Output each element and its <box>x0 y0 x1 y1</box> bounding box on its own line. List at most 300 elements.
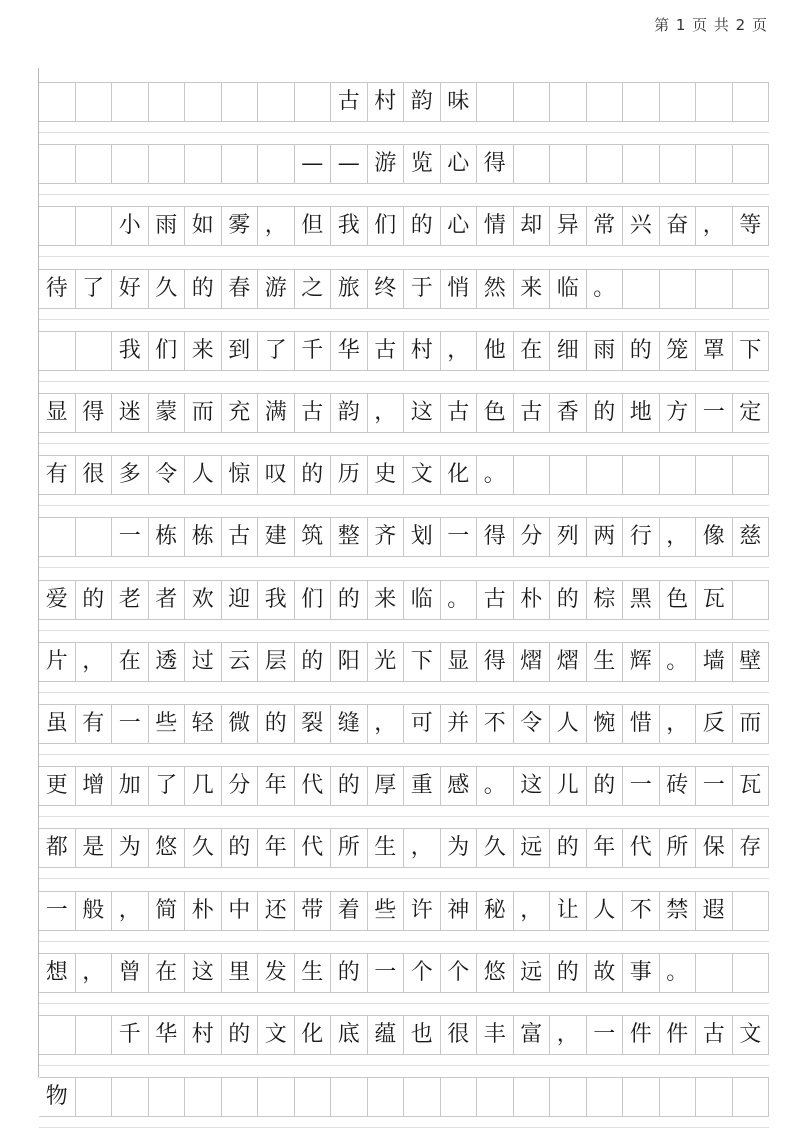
grid-cell <box>733 83 770 121</box>
grid-cell <box>660 456 697 494</box>
grid-cell: 古 <box>331 83 368 121</box>
grid-cell <box>696 954 733 992</box>
grid-cell: 的 <box>258 705 295 743</box>
grid-cell: 瓦 <box>696 581 733 619</box>
grid-cell: 千 <box>295 332 332 370</box>
grid-cell: ， <box>514 892 551 930</box>
grid-row <box>39 704 769 744</box>
grid-cell <box>76 518 113 556</box>
grid-cell <box>39 1016 76 1054</box>
grid-cell: ， <box>660 518 697 556</box>
row-gap-line <box>39 319 769 320</box>
grid-cell: 古 <box>441 394 478 432</box>
grid-cell: 些 <box>149 705 186 743</box>
grid-cell: 神 <box>441 892 478 930</box>
grid-cell: 蒙 <box>149 394 186 432</box>
grid-cell: 丰 <box>477 1016 514 1054</box>
grid-cell <box>587 145 624 183</box>
grid-cell: ， <box>441 332 478 370</box>
grid-cell: 也 <box>404 1016 441 1054</box>
grid-cell: 熠 <box>550 643 587 681</box>
grid-cell <box>696 270 733 308</box>
grid-cell: 故 <box>587 954 624 992</box>
grid-cell <box>623 270 660 308</box>
grid-cell: 都 <box>39 829 76 867</box>
grid-row <box>39 206 769 246</box>
grid-cell <box>76 83 113 121</box>
grid-cell: 的 <box>587 767 624 805</box>
grid-cell: 远 <box>514 954 551 992</box>
grid-cell <box>112 1078 149 1116</box>
grid-cell: 春 <box>222 270 259 308</box>
grid-cell: 件 <box>660 1016 697 1054</box>
grid-cell: 件 <box>623 1016 660 1054</box>
grid-cell: 悠 <box>149 829 186 867</box>
grid-cell: 在 <box>112 643 149 681</box>
grid-cell: 的 <box>331 767 368 805</box>
grid-cell: 于 <box>404 270 441 308</box>
grid-cell: 不 <box>477 705 514 743</box>
grid-cell: 游 <box>368 145 405 183</box>
grid-cell: 有 <box>39 456 76 494</box>
grid-cell: 是 <box>76 829 113 867</box>
grid-cell: 黑 <box>623 581 660 619</box>
grid-cell: 个 <box>441 954 478 992</box>
grid-cell: 游 <box>258 270 295 308</box>
grid-cell: 加 <box>112 767 149 805</box>
grid-cell <box>733 145 770 183</box>
grid-row <box>39 580 769 620</box>
grid-cell: 层 <box>258 643 295 681</box>
grid-cell: 们 <box>149 332 186 370</box>
grid-cell: 迎 <box>222 581 259 619</box>
grid-cell: 常 <box>587 207 624 245</box>
grid-cell: 发 <box>258 954 295 992</box>
grid-cell: 一 <box>696 767 733 805</box>
grid-cell: 的 <box>331 954 368 992</box>
grid-cell: 定 <box>733 394 770 432</box>
grid-cell <box>696 456 733 494</box>
grid-cell: 但 <box>295 207 332 245</box>
grid-cell: 光 <box>368 643 405 681</box>
grid-cell: 雨 <box>149 207 186 245</box>
grid-cell: 底 <box>331 1016 368 1054</box>
grid-cell: 叹 <box>258 456 295 494</box>
grid-cell: 历 <box>331 456 368 494</box>
grid-cell: 让 <box>550 892 587 930</box>
grid-cell: 富 <box>514 1016 551 1054</box>
grid-cell: 了 <box>149 767 186 805</box>
grid-cell: 生 <box>295 954 332 992</box>
grid-cell: 却 <box>514 207 551 245</box>
grid-cell: 遐 <box>696 892 733 930</box>
grid-cell: 简 <box>149 892 186 930</box>
grid-cell: 栋 <box>149 518 186 556</box>
grid-cell: 的 <box>222 829 259 867</box>
grid-cell: 爱 <box>39 581 76 619</box>
grid-cell: 老 <box>112 581 149 619</box>
grid-cell: 许 <box>404 892 441 930</box>
grid-cell: 村 <box>368 83 405 121</box>
grid-cell: 心 <box>441 207 478 245</box>
grid-cell: 。 <box>660 643 697 681</box>
grid-cell: 满 <box>258 394 295 432</box>
row-gap-line <box>39 381 769 382</box>
grid-cell: 悄 <box>441 270 478 308</box>
grid-cell: 临 <box>404 581 441 619</box>
grid-cell: 年 <box>258 829 295 867</box>
grid-cell: 迷 <box>112 394 149 432</box>
row-gap-line <box>39 816 769 817</box>
grid-cell: 久 <box>149 270 186 308</box>
grid-cell: 在 <box>514 332 551 370</box>
grid-cell: 之 <box>295 270 332 308</box>
grid-cell: 得 <box>477 518 514 556</box>
grid-cell: 墙 <box>696 643 733 681</box>
grid-cell: 为 <box>441 829 478 867</box>
grid-cell: 我 <box>258 581 295 619</box>
grid-cell: 儿 <box>550 767 587 805</box>
grid-cell: 令 <box>514 705 551 743</box>
grid-cell: 一 <box>623 767 660 805</box>
grid-cell: 片 <box>39 643 76 681</box>
grid-cell: 我 <box>112 332 149 370</box>
grid-cell: 感 <box>441 767 478 805</box>
grid-cell: 筑 <box>295 518 332 556</box>
grid-cell: 他 <box>477 332 514 370</box>
grid-cell <box>623 456 660 494</box>
row-gap-line <box>39 692 769 693</box>
grid-cell: 存 <box>733 829 770 867</box>
grid-cell: 一 <box>39 892 76 930</box>
grid-cell <box>696 145 733 183</box>
grid-cell: 来 <box>514 270 551 308</box>
grid-cell <box>550 83 587 121</box>
grid-cell: 的 <box>295 456 332 494</box>
grid-cell: 心 <box>441 145 478 183</box>
grid-cell: ， <box>368 705 405 743</box>
grid-cell: 。 <box>587 270 624 308</box>
grid-cell: 如 <box>185 207 222 245</box>
grid-cell: 了 <box>258 332 295 370</box>
grid-cell <box>587 1078 624 1116</box>
grid-row <box>39 393 769 433</box>
grid-cell: 雨 <box>587 332 624 370</box>
grid-cell: 不 <box>623 892 660 930</box>
grid-cell <box>733 456 770 494</box>
grid-cell: 显 <box>441 643 478 681</box>
grid-cell: 秘 <box>477 892 514 930</box>
grid-cell: 待 <box>39 270 76 308</box>
grid-cell: 下 <box>404 643 441 681</box>
grid-cell: 到 <box>222 332 259 370</box>
grid-cell: 惜 <box>623 705 660 743</box>
grid-cell: 而 <box>185 394 222 432</box>
grid-cell <box>733 1078 770 1116</box>
grid-cell: 的 <box>623 332 660 370</box>
grid-cell: 们 <box>295 581 332 619</box>
grid-cell: ， <box>404 829 441 867</box>
grid-cell: 在 <box>149 954 186 992</box>
grid-cell: 整 <box>331 518 368 556</box>
grid-cell <box>660 270 697 308</box>
grid-cell <box>623 145 660 183</box>
grid-cell: 代 <box>295 829 332 867</box>
grid-cell: 方 <box>660 394 697 432</box>
grid-cell <box>149 83 186 121</box>
grid-cell: 这 <box>404 394 441 432</box>
grid-row <box>39 953 769 993</box>
grid-cell: 裂 <box>295 705 332 743</box>
row-gap-line <box>39 443 769 444</box>
grid-cell: 轻 <box>185 705 222 743</box>
grid-cell: 览 <box>404 145 441 183</box>
grid-cell: 齐 <box>368 518 405 556</box>
grid-cell <box>623 83 660 121</box>
grid-cell: 人 <box>550 705 587 743</box>
grid-cell <box>514 145 551 183</box>
grid-cell: 的 <box>550 954 587 992</box>
grid-cell: 过 <box>185 643 222 681</box>
grid-cell: 些 <box>368 892 405 930</box>
grid-cell <box>514 83 551 121</box>
grid-cell: 栋 <box>185 518 222 556</box>
grid-row <box>39 82 769 122</box>
grid-cell: 华 <box>331 332 368 370</box>
grid-cell: 显 <box>39 394 76 432</box>
grid-cell: 很 <box>76 456 113 494</box>
grid-cell: 古 <box>514 394 551 432</box>
grid-cell: 古 <box>696 1016 733 1054</box>
grid-cell <box>733 892 770 930</box>
grid-cell: ， <box>660 705 697 743</box>
grid-cell: 般 <box>76 892 113 930</box>
grid-cell: 令 <box>149 456 186 494</box>
grid-cell: 虽 <box>39 705 76 743</box>
grid-cell: 古 <box>295 394 332 432</box>
grid-row <box>39 144 769 184</box>
row-gap-line <box>39 132 769 133</box>
grid-cell: 一 <box>112 518 149 556</box>
grid-cell: ， <box>550 1016 587 1054</box>
grid-cell <box>733 954 770 992</box>
grid-cell: 反 <box>696 705 733 743</box>
grid-cell <box>587 456 624 494</box>
grid-row <box>39 891 769 931</box>
grid-cell: ， <box>76 954 113 992</box>
grid-cell: 年 <box>587 829 624 867</box>
grid-cell: 色 <box>660 581 697 619</box>
grid-cell: 色 <box>477 394 514 432</box>
grid-cell: 小 <box>112 207 149 245</box>
grid-cell: 蕴 <box>368 1016 405 1054</box>
grid-cell <box>660 145 697 183</box>
grid-cell: 文 <box>258 1016 295 1054</box>
grid-cell: 兴 <box>623 207 660 245</box>
grid-cell: 阳 <box>331 643 368 681</box>
grid-row <box>39 1077 769 1117</box>
grid-cell: 一 <box>441 518 478 556</box>
grid-cell: 化 <box>441 456 478 494</box>
grid-cell <box>185 83 222 121</box>
grid-cell: 细 <box>550 332 587 370</box>
grid-cell: 一 <box>368 954 405 992</box>
grid-cell <box>514 1078 551 1116</box>
grid-cell: 想 <box>39 954 76 992</box>
grid-cell <box>185 1078 222 1116</box>
grid-cell: 所 <box>660 829 697 867</box>
grid-cell: 还 <box>258 892 295 930</box>
grid-cell <box>623 1078 660 1116</box>
grid-cell: 。 <box>477 456 514 494</box>
grid-cell <box>660 83 697 121</box>
grid-cell <box>550 1078 587 1116</box>
grid-cell: 得 <box>76 394 113 432</box>
grid-cell: 瓦 <box>733 767 770 805</box>
grid-cell <box>550 145 587 183</box>
grid-cell: 的 <box>295 643 332 681</box>
grid-cell: 者 <box>149 581 186 619</box>
grid-cell: ， <box>258 207 295 245</box>
grid-cell: 的 <box>587 394 624 432</box>
grid-cell <box>587 83 624 121</box>
page-indicator: 第 1 页 共 2 页 <box>654 16 768 34</box>
grid-cell: 所 <box>331 829 368 867</box>
grid-cell: 得 <box>477 643 514 681</box>
grid-cell <box>404 1078 441 1116</box>
grid-cell: 雾 <box>222 207 259 245</box>
grid-row <box>39 331 769 371</box>
grid-cell <box>39 145 76 183</box>
grid-cell: 代 <box>623 829 660 867</box>
grid-cell: — <box>331 145 368 183</box>
grid-cell: 物 <box>39 1078 76 1116</box>
grid-cell: — <box>295 145 332 183</box>
grid-cell <box>76 332 113 370</box>
grid-cell: 多 <box>112 456 149 494</box>
grid-cell: 这 <box>514 767 551 805</box>
grid-cell <box>696 1078 733 1116</box>
grid-cell <box>550 456 587 494</box>
composition-paper <box>38 68 769 1110</box>
grid-cell <box>477 1078 514 1116</box>
row-gap-line <box>39 630 769 631</box>
grid-cell <box>441 1078 478 1116</box>
grid-cell <box>39 207 76 245</box>
grid-cell: 的 <box>222 1016 259 1054</box>
grid-cell <box>76 145 113 183</box>
grid-cell: 生 <box>587 643 624 681</box>
grid-cell <box>112 145 149 183</box>
grid-cell <box>514 456 551 494</box>
grid-cell: 味 <box>441 83 478 121</box>
grid-row <box>39 828 769 868</box>
grid-cell: 行 <box>623 518 660 556</box>
grid-row <box>39 269 769 309</box>
grid-cell: 村 <box>404 332 441 370</box>
grid-cell: 的 <box>550 829 587 867</box>
grid-cell: 分 <box>514 518 551 556</box>
row-gap-line <box>39 194 769 195</box>
grid-cell: 们 <box>368 207 405 245</box>
grid-cell: 带 <box>295 892 332 930</box>
grid-cell: 惊 <box>222 456 259 494</box>
grid-cell <box>76 207 113 245</box>
grid-cell: 棕 <box>587 581 624 619</box>
grid-cell <box>76 1078 113 1116</box>
grid-cell: 的 <box>76 581 113 619</box>
grid-cell: 像 <box>696 518 733 556</box>
grid-cell: 的 <box>185 270 222 308</box>
grid-cell: 人 <box>185 456 222 494</box>
grid-cell: 年 <box>258 767 295 805</box>
grid-cell: 了 <box>76 270 113 308</box>
grid-cell: 下 <box>733 332 770 370</box>
grid-cell: 列 <box>550 518 587 556</box>
grid-cell: 壁 <box>733 643 770 681</box>
grid-cell: 中 <box>222 892 259 930</box>
grid-cell: 缝 <box>331 705 368 743</box>
grid-cell: 有 <box>76 705 113 743</box>
grid-cell: 厚 <box>368 767 405 805</box>
grid-cell <box>258 145 295 183</box>
grid-cell: 来 <box>368 581 405 619</box>
grid-cell: 韵 <box>331 394 368 432</box>
grid-cell: 异 <box>550 207 587 245</box>
grid-cell: 事 <box>623 954 660 992</box>
grid-cell <box>733 581 770 619</box>
grid-row <box>39 1015 769 1055</box>
grid-cell: 远 <box>514 829 551 867</box>
grid-cell <box>295 1078 332 1116</box>
grid-cell: 地 <box>623 394 660 432</box>
grid-cell: 然 <box>477 270 514 308</box>
grid-cell: 一 <box>696 394 733 432</box>
grid-cell <box>39 83 76 121</box>
row-gap-line <box>39 878 769 879</box>
grid-cell: 。 <box>660 954 697 992</box>
grid-cell: 为 <box>112 829 149 867</box>
grid-cell <box>185 145 222 183</box>
grid-cell: 临 <box>550 270 587 308</box>
grid-cell: 慈 <box>733 518 770 556</box>
grid-cell: 重 <box>404 767 441 805</box>
grid-cell: 云 <box>222 643 259 681</box>
grid-cell: 曾 <box>112 954 149 992</box>
grid-cell <box>696 83 733 121</box>
grid-cell: 悠 <box>477 954 514 992</box>
grid-cell: 两 <box>587 518 624 556</box>
grid-cell <box>258 1078 295 1116</box>
grid-cell <box>112 83 149 121</box>
grid-cell: 旅 <box>331 270 368 308</box>
grid-row <box>39 455 769 495</box>
grid-row <box>39 642 769 682</box>
grid-cell: 香 <box>550 394 587 432</box>
grid-cell: ， <box>112 892 149 930</box>
grid-cell <box>477 83 514 121</box>
grid-cell: 保 <box>696 829 733 867</box>
grid-cell: 几 <box>185 767 222 805</box>
row-gap-line <box>39 1065 769 1066</box>
grid-cell <box>222 145 259 183</box>
grid-cell: 情 <box>477 207 514 245</box>
grid-cell: 朴 <box>185 892 222 930</box>
row-gap-line <box>39 754 769 755</box>
grid-cell: 终 <box>368 270 405 308</box>
grid-cell: 充 <box>222 394 259 432</box>
grid-cell <box>222 1078 259 1116</box>
